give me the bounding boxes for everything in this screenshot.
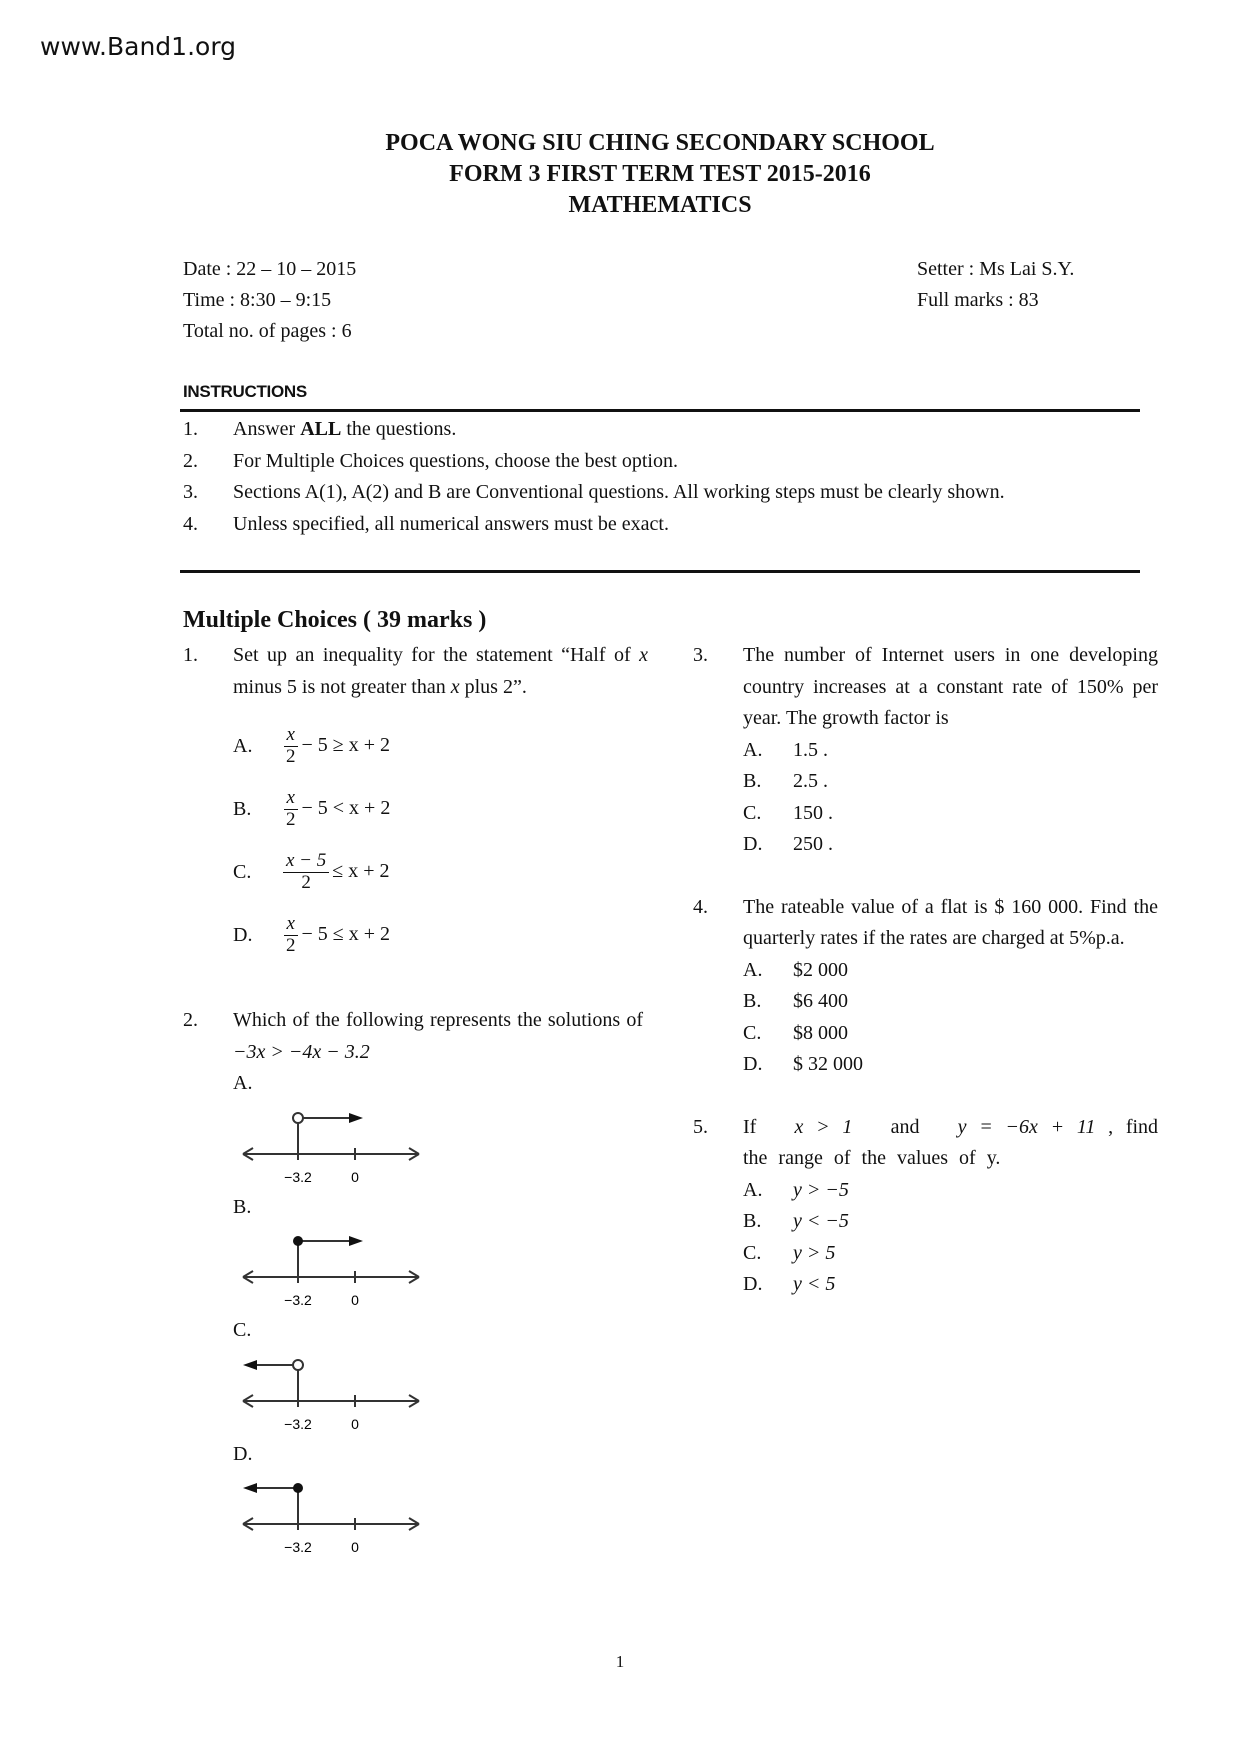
- exam-full-marks: Full marks : 83: [917, 289, 1039, 311]
- svg-text:−3.2: −3.2: [284, 1539, 312, 1555]
- question-4: 4. The rateable value of a flat is $ 160 000. Find the quarterly rates if the rates are charged at 5%p.a.: [693, 895, 1158, 949]
- q1-option-d[interactable]: D. $\frac{x}{2}$ − 5 ≤ x + 2: [233, 913, 391, 956]
- q3-option-b[interactable]: B. 2.5 .: [743, 770, 828, 792]
- q1-option-c[interactable]: C. $\frac{x - 5}{2}$ ≤ x + 2: [233, 850, 390, 893]
- instruction-item: 1. Answer ALL the questions.: [183, 418, 457, 440]
- svg-text:−3.2: −3.2: [284, 1168, 312, 1185]
- exam-title-block: [0, 128, 1240, 221]
- exam-setter: Setter : Ms Lai S.Y.: [917, 258, 1075, 280]
- q2-option-b[interactable]: B. −3.2 0: [233, 1192, 648, 1316]
- q2-option-d[interactable]: D. −3.2 0: [233, 1439, 648, 1563]
- svg-text:0: 0: [351, 1539, 359, 1555]
- svg-text:0: 0: [351, 1168, 359, 1185]
- section-title: Multiple Choices ( 39 marks ): [183, 607, 487, 633]
- question-1: 1. Set up an inequality for the statement “Half of x minus 5 is not greater than x plus 2”.: [183, 644, 648, 698]
- subject-name: MATHEMATICS: [568, 192, 752, 218]
- svg-text:0: 0: [351, 1292, 359, 1308]
- q5-option-d[interactable]: D. y < 5: [743, 1273, 836, 1295]
- exam-meta-right: [917, 254, 1074, 316]
- q3-option-c[interactable]: C. 150 .: [743, 801, 833, 824]
- exam-date: Date : 22 – 10 – 2015: [183, 258, 357, 280]
- instructions-list: [183, 414, 1138, 540]
- q1-option-a[interactable]: A. $\frac{x}{2}$ − 5 ≥ x + 2: [233, 724, 391, 767]
- right-column: [693, 640, 1158, 1301]
- q5-option-a[interactable]: A. y > −5: [743, 1178, 849, 1201]
- q4-option-a[interactable]: A. $2 000: [743, 958, 848, 981]
- left-column: [183, 640, 648, 1562]
- test-name: FORM 3 FIRST TERM TEST 2015-2016: [449, 161, 871, 187]
- q3-option-a[interactable]: A. 1.5 .: [743, 738, 828, 761]
- number-line-closed-left: [233, 1470, 433, 1562]
- school-name: POCA WONG SIU CHING SECONDARY SCHOOL: [385, 130, 935, 156]
- page-number: 1: [615, 1652, 625, 1671]
- exam-time: Time : 8:30 – 9:15: [183, 289, 332, 311]
- question-3: 3. The number of Internet users in one developing country increases at a constant rate of 150% per year. The growth factor is: [693, 644, 1158, 729]
- svg-text:−3.2: −3.2: [284, 1292, 312, 1308]
- q1-option-b[interactable]: B. $\frac{x}{2}$ − 5 < x + 2: [233, 787, 391, 830]
- number-line-closed-right: [233, 1223, 433, 1315]
- instruction-item: 2. For Multiple Choices questions, choose the best option.: [183, 449, 678, 472]
- question-2: 2. Which of the following represents the solutions of −3x > −4x − 3.2: [183, 1009, 643, 1063]
- q5-option-b[interactable]: B. y < −5: [743, 1210, 849, 1232]
- instructions-heading: INSTRUCTIONS: [183, 382, 307, 401]
- number-line-open-left: [233, 1347, 433, 1439]
- instruction-item: 4. Unless specified, all numerical answers must be exact.: [183, 512, 669, 535]
- q3-option-d[interactable]: D. 250 .: [743, 833, 833, 855]
- watermark: www.Band1.org: [40, 32, 237, 61]
- instructions-top-rule: [180, 409, 1140, 412]
- q4-option-b[interactable]: B. $6 400: [743, 990, 848, 1012]
- exam-meta-left: [183, 254, 356, 347]
- instructions-bottom-rule: [180, 570, 1140, 573]
- exam-pages: Total no. of pages : 6: [183, 320, 352, 342]
- q4-option-d[interactable]: D. $ 32 000: [743, 1053, 863, 1075]
- q5-option-c[interactable]: C. y > 5: [743, 1241, 836, 1264]
- question-5: 5. If x > 1 and y = −6x + 11 , find the range of the values of y.: [693, 1115, 1159, 1169]
- number-line-open-right: [233, 1100, 433, 1192]
- q2-option-c[interactable]: C. −3.2 0: [233, 1315, 648, 1439]
- q4-option-c[interactable]: C. $8 000: [743, 1021, 848, 1044]
- q2-option-a[interactable]: A. −3.2 0: [233, 1068, 648, 1192]
- instruction-item: 3. Sections A(1), A(2) and B are Conventional questions. All working steps must be clearly shown.: [183, 481, 1005, 503]
- svg-text:0: 0: [351, 1415, 359, 1432]
- svg-text:−3.2: −3.2: [284, 1415, 312, 1432]
